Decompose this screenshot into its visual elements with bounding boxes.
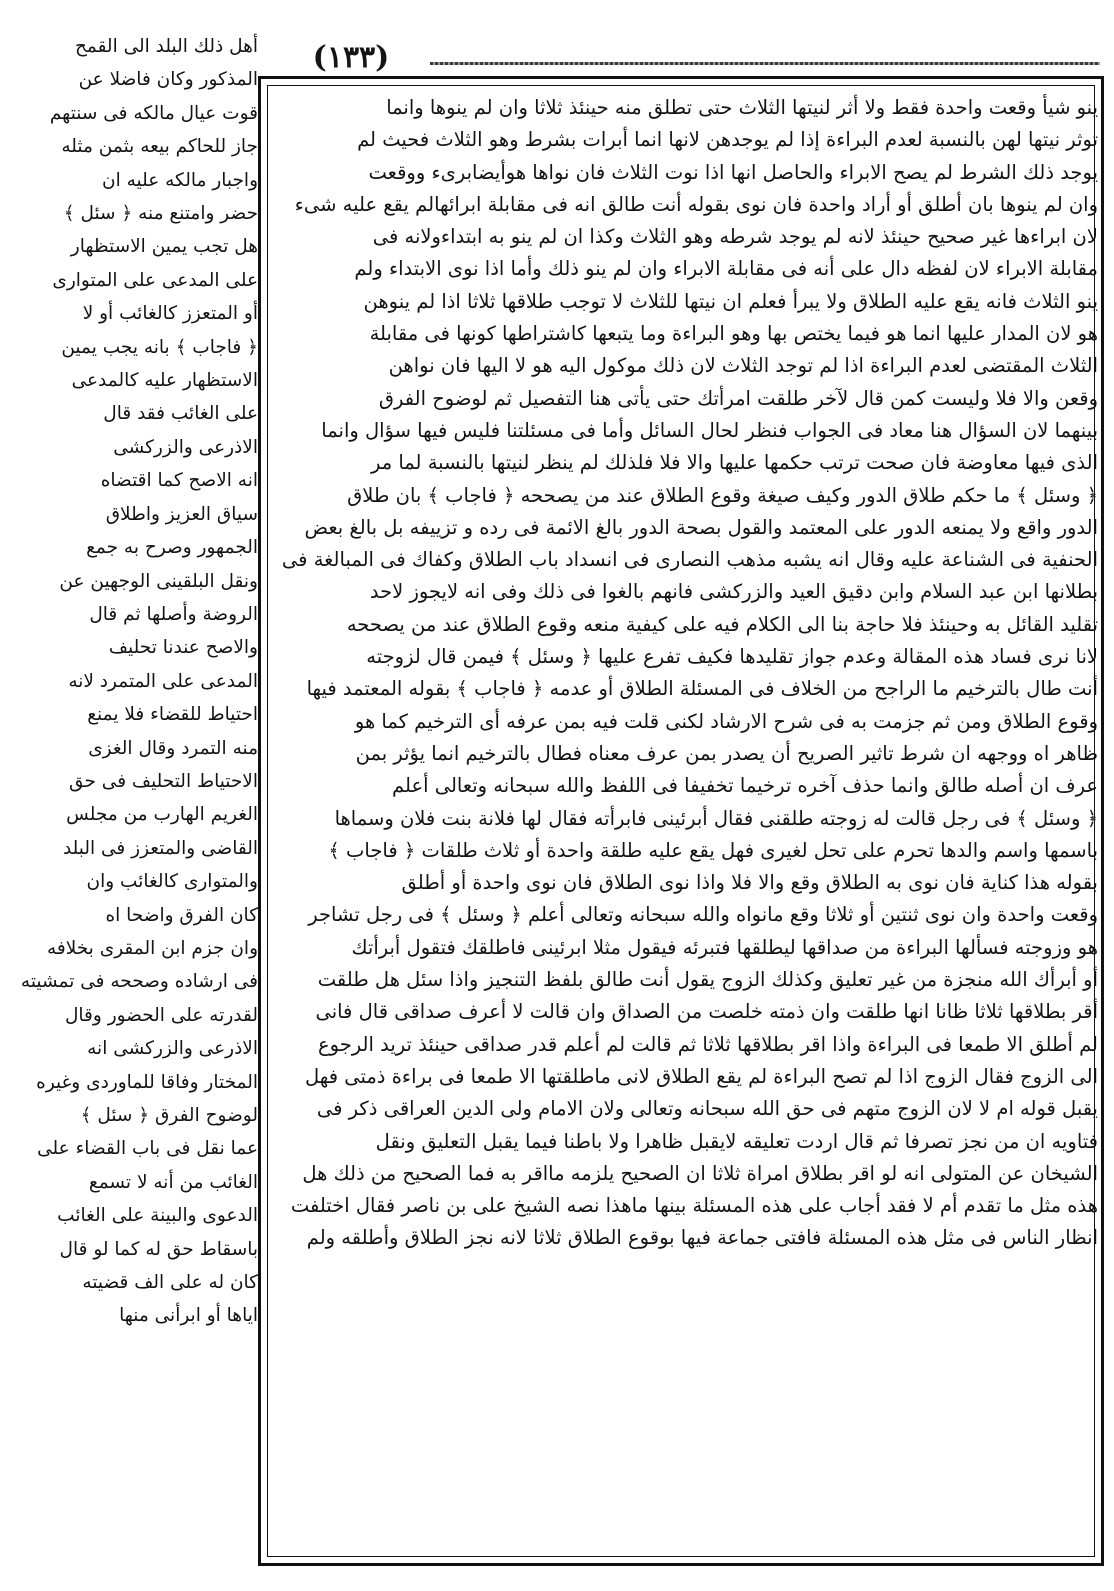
margin-text-line: الغريم الهارب من مجلس bbox=[66, 804, 258, 826]
main-text-line: بطلانها ابن عبد السلام وابن دقيق العيد والزركشى فانهم بالغوا فى ذلك وفى انه لايجوز لاحد bbox=[369, 580, 1098, 604]
main-text-line: أو أبرأك الله منجزة من غير تعليق وكذلك الزوج يقول أنت طالق بلفظ التنجيز واذا سئل هل طلقت bbox=[317, 968, 1098, 992]
margin-text-line: الاستظهار عليه كالمدعى bbox=[71, 370, 258, 392]
margin-text-line: الجمهور وصرح به جمع bbox=[86, 537, 258, 559]
margin-text-line: انه الاصح كما اقتضاه bbox=[100, 470, 258, 492]
main-text-line: تقليد القائل به وحينئذ فلا حاجة بنا الى الكلام فيه على كيفية منعه وقوع الطلاق عند من يصححه bbox=[346, 612, 1098, 636]
margin-text-line: ونقل البلقينى الوجهين عن bbox=[59, 570, 258, 592]
main-text-line: الشيخان عن المتولى انه لو اقر بطلاق امراة ثلاثا ان الصحيح يلزمه مااقر به فما الصحيح من ذلك هل bbox=[302, 1161, 1098, 1185]
page-number: (١٣٣) bbox=[312, 40, 390, 75]
margin-text-line: احتياط للقضاء فلا يمنع bbox=[87, 704, 258, 726]
main-text-column bbox=[282, 92, 1098, 1542]
main-text-line: هذه مثل ما تقدم أم لا فقد أجاب على هذه المسئلة بينها ماهذا نصه الشيخ على بن ناصر فقال اختلفت bbox=[290, 1194, 1098, 1218]
margin-text-line: لقدرته على الحضور وقال bbox=[64, 1004, 258, 1026]
margin-text-line: الاحتياط التحليف فى حق bbox=[69, 770, 258, 792]
margin-text-line: عما نقل فى باب القضاء على bbox=[37, 1138, 258, 1160]
main-text-line: بقوله هذا كناية فان نوى به الطلاق وقع والا فلا واذا نوى الطلاق فان نوى واحدة أو أطلق bbox=[401, 871, 1098, 895]
margin-text-line: القاضى والمتعزز فى البلد bbox=[62, 837, 258, 859]
main-text-line: عرف ان أصله طالق وانما حذف آخره ترخيما تخفيفا فى اللفظ والله سبحانه وتعالى أعلم bbox=[392, 774, 1098, 798]
margin-text-line: وان جزم ابن المقرى بخلافه bbox=[46, 937, 258, 959]
margin-text-line: الاذرعى والزركشى انه bbox=[87, 1038, 258, 1060]
main-text-line: باسمها واسم والدها تحرم على تحل لغيرى فهل يقع عليه طلقة واحدة أو ثلاث طلقات ﴿ فاجاب ﴾ bbox=[328, 838, 1098, 862]
main-text-line: الذى فيها معاوضة فان صحت ترتب حكمها عليها والا فلا فلذلك لم ينظر لنيتها بالنسبة لما مر bbox=[370, 451, 1098, 475]
margin-text-line: كان له على الف قضيته bbox=[82, 1272, 258, 1294]
margin-text-line: قوت عيال مالكه فى سنتهم bbox=[49, 102, 258, 124]
margin-text-line: والاصح عندنا تحليف bbox=[108, 637, 258, 659]
main-text-line: الدور واقع ولا يمنعه الدور على المعتمد والقول بصحة الدور بالغ الائمة فى رده و تزييفه بل بالغ بعض bbox=[304, 515, 1098, 539]
margin-text-line: باسقاط حق له كما لو قال bbox=[59, 1238, 258, 1260]
margin-commentary-column bbox=[10, 30, 258, 1333]
main-text-line: الحنفية فى الشناعة عليه وقال انه يشبه مذهب النصارى فى انسداد باب الطلاق وكفاك فى المبالغة فى bbox=[282, 548, 1098, 572]
margin-text-line: هل تجب يمين الاستظهار bbox=[70, 236, 258, 258]
main-text-line: توثر نيتها لهن بالنسبة لعدم البراءة إذا لم يوجدهن لانها انما أبرات بشرط وهو الثلاث فحيث لم bbox=[357, 128, 1098, 152]
margin-text-line: أهل ذلك البلد الى القمح bbox=[74, 36, 258, 57]
main-text-line: يقبل قوله ام لا لان الزوج متهم فى حق الله سبحانه وتعالى ولان الامام ولى الدين العراقى ذكر فى bbox=[316, 1097, 1098, 1121]
margin-text-line: أو المتعزز كالغائب أو لا bbox=[82, 303, 258, 325]
main-text-line: لم أطلق الا طمعا فى البراءة واذا اقر بطلاقها ثلاثا ثم قالت لم أعلم قدر صداقى حينئذ تريد الرجوع bbox=[318, 1032, 1098, 1056]
main-text-line: مقابلة الابراء لان لفظه دال على أنه فى مقابلة الابراء وان لم ينو ذلك وأما اذا نوى الابتداء ولم bbox=[354, 257, 1098, 281]
margin-text-line: لوضوح الفرق ﴿ سئل ﴾ bbox=[80, 1105, 258, 1126]
margin-text-line: الدعوى والبينة على الغائب bbox=[57, 1205, 258, 1227]
main-text-line: أنت طال بالترخيم ما الراجح من الخلاف فى المسئلة الطلاق أو عدمه ﴿ فاجاب ﴾ بقوله المعتمد فيها bbox=[306, 677, 1098, 701]
margin-text-line: حضر وامتنع منه ﴿ سئل ﴾ bbox=[63, 203, 258, 225]
main-text-line: الى الزوج فقال الزوج اذا لم تصح البراءة لم يقع الطلاق لانى ماطلقتها الا طمعا فى براءة ذمتى فهل bbox=[304, 1064, 1098, 1088]
margin-text-line: والمتوارى كالغائب وان bbox=[86, 871, 258, 893]
header-rule bbox=[430, 62, 1100, 65]
margin-text-line: فى ارشاده وصححه فى تمشيته bbox=[20, 971, 258, 993]
main-text-line: أقر بطلاقها ثلاثا ظانا انها طلقت وان ذمته خلصت من الصداق وان قالت لا أعرف صداقى قال فانى bbox=[315, 1000, 1098, 1024]
main-text-line: ينو شيأ وقعت واحدة فقط ولا أثر لنيتها الثلاث حتى تطلق منه حينئذ ثلاثا وان لم ينوها وانما bbox=[386, 96, 1098, 119]
margin-text-line: اياها أو ابرأنى منها bbox=[119, 1305, 258, 1327]
margin-text-line: الاذرعى والزركشى bbox=[113, 436, 258, 458]
margin-text-line: واجبار مالكه عليه ان bbox=[101, 169, 258, 191]
margin-text-line: جاز للحاكم بيعه بثمن مثله bbox=[61, 136, 258, 158]
main-text-line: فتاويه ان من نجز تصرفا ثم قال اردت تعليقه لايقبل ظاهرا ولا باطنا فيما يقبل التعليق ونقل bbox=[375, 1129, 1098, 1153]
main-text-line: هو وزوجته فسألها البراءة من صداقها ليطلقها فتبرئه فيقول مثلا ابرئينى فاطلقك فتقول أبرأتك bbox=[351, 935, 1098, 959]
margin-text-line: المختار وفاقا للماوردى وغيره bbox=[36, 1071, 258, 1093]
margin-text-line: على الغائب فقد قال bbox=[103, 403, 258, 425]
margin-text-line: الغائب من أنه لا تسمع bbox=[88, 1171, 258, 1193]
main-text-line: وقعن والا فلا وليست كمن قال لآخر طلقت امرأتك حتى يأتى هنا التفصيل ثم لوضوح الفرق bbox=[378, 386, 1098, 410]
margin-text-line: المدعى على المتمرد لانه bbox=[68, 670, 258, 692]
main-text-line: بينهما لان السؤال هنا معاد فى الجواب فنظر لحال السائل وأما فى مسئلتنا فليس فيها سؤال وانما bbox=[321, 418, 1098, 442]
main-text-line: وان لم ينوها بان أطلق أو أراد واحدة فان نوى بقوله أنت طالق انه فى مقابلة ابرائهالم يقع عليه شىء bbox=[294, 192, 1098, 216]
main-text-line: الثلاث المقتضى لعدم البراءة اذا لم توجد الثلاث لان ذلك موكول اليه هو لا اليها فان نواهن bbox=[388, 354, 1098, 378]
margin-text-line: منه التمرد وقال الغزى bbox=[88, 737, 258, 759]
main-text-line: انظار الناس فى مثل هذه المسئلة فافتى جماعة فيها بوقوع الطلاق ثلاثا لانه نجز الطلاق وأطلقه ولم bbox=[306, 1226, 1098, 1250]
main-text-line: هو لان المدار عليها انما هو فيما يختص بها وهو البراءة وما يتبعها كاشتراطها كونها فى مقابلة bbox=[369, 322, 1098, 346]
main-text-line: ﴿ وسئل ﴾ ما حكم طلاق الدور وكيف صيغة وقوع الطلاق عند من يصححه ﴿ فاجاب ﴾ بان طلاق bbox=[347, 483, 1098, 507]
main-text-line: ينو الثلاث فانه يقع عليه الطلاق ولا يبرأ فعلم ان نيتها للثلاث لا توجب طلاقها ثلاثا اذا لم ينوهن bbox=[363, 289, 1098, 313]
main-text-line: وقعت واحدة وان نوى ثنتين أو ثلاثا وقع مانواه والله سبحانه وتعالى أعلم ﴿ وسئل ﴾ فى رجل تشاجر bbox=[308, 903, 1098, 927]
margin-text-line: سياق العزيز واطلاق bbox=[105, 503, 258, 525]
main-text-line: ﴿ وسئل ﴾ فى رجل قالت له زوجته طلقنى فقال أبرئينى فابرأته فقال لها فلانة بنت فلان وسماها bbox=[334, 806, 1098, 830]
margin-text-line: الروضة وأصلها ثم قال bbox=[89, 603, 258, 625]
main-text-line: يوجد ذلك الشرط لم يصح الابراء والحاصل انها اذا نوت الثلاث فان نواها هوأيضابرىء ووقعت bbox=[368, 160, 1098, 184]
margin-text-line: على المدعى على المتوارى bbox=[52, 269, 258, 291]
margin-text-line: كان الفرق واضحا اه bbox=[105, 904, 258, 926]
main-text-line: ظاهر اه ووجهه ان شرط تاثير الصريح أن يصدر بمن عرف معناه فطال بالترخيم انما يؤثر بمن bbox=[355, 741, 1098, 765]
main-text-line: لانا نرى فساد هذه المقالة وعدم جواز تقليدها فكيف تفرع عليها ﴿ وسئل ﴾ فيمن قال لزوجته bbox=[366, 645, 1098, 669]
margin-text-line: المذكور وكان فاضلا عن bbox=[78, 69, 258, 91]
main-text-line: وقوع الطلاق ومن ثم جزمت به فى شرح الارشاد لكنى قلت فيه بمن عرفه أى الترخيم كما هو bbox=[354, 709, 1098, 733]
main-text-line: لان ابراءها غير صحيح حينئذ لانه لم يوجد شرطه وهو الثلاث وكذا ان لم ينو به ابتداءولانه فى bbox=[372, 225, 1098, 249]
margin-text-line: ﴿ فاجاب ﴾ بانه يجب يمين bbox=[61, 336, 258, 358]
